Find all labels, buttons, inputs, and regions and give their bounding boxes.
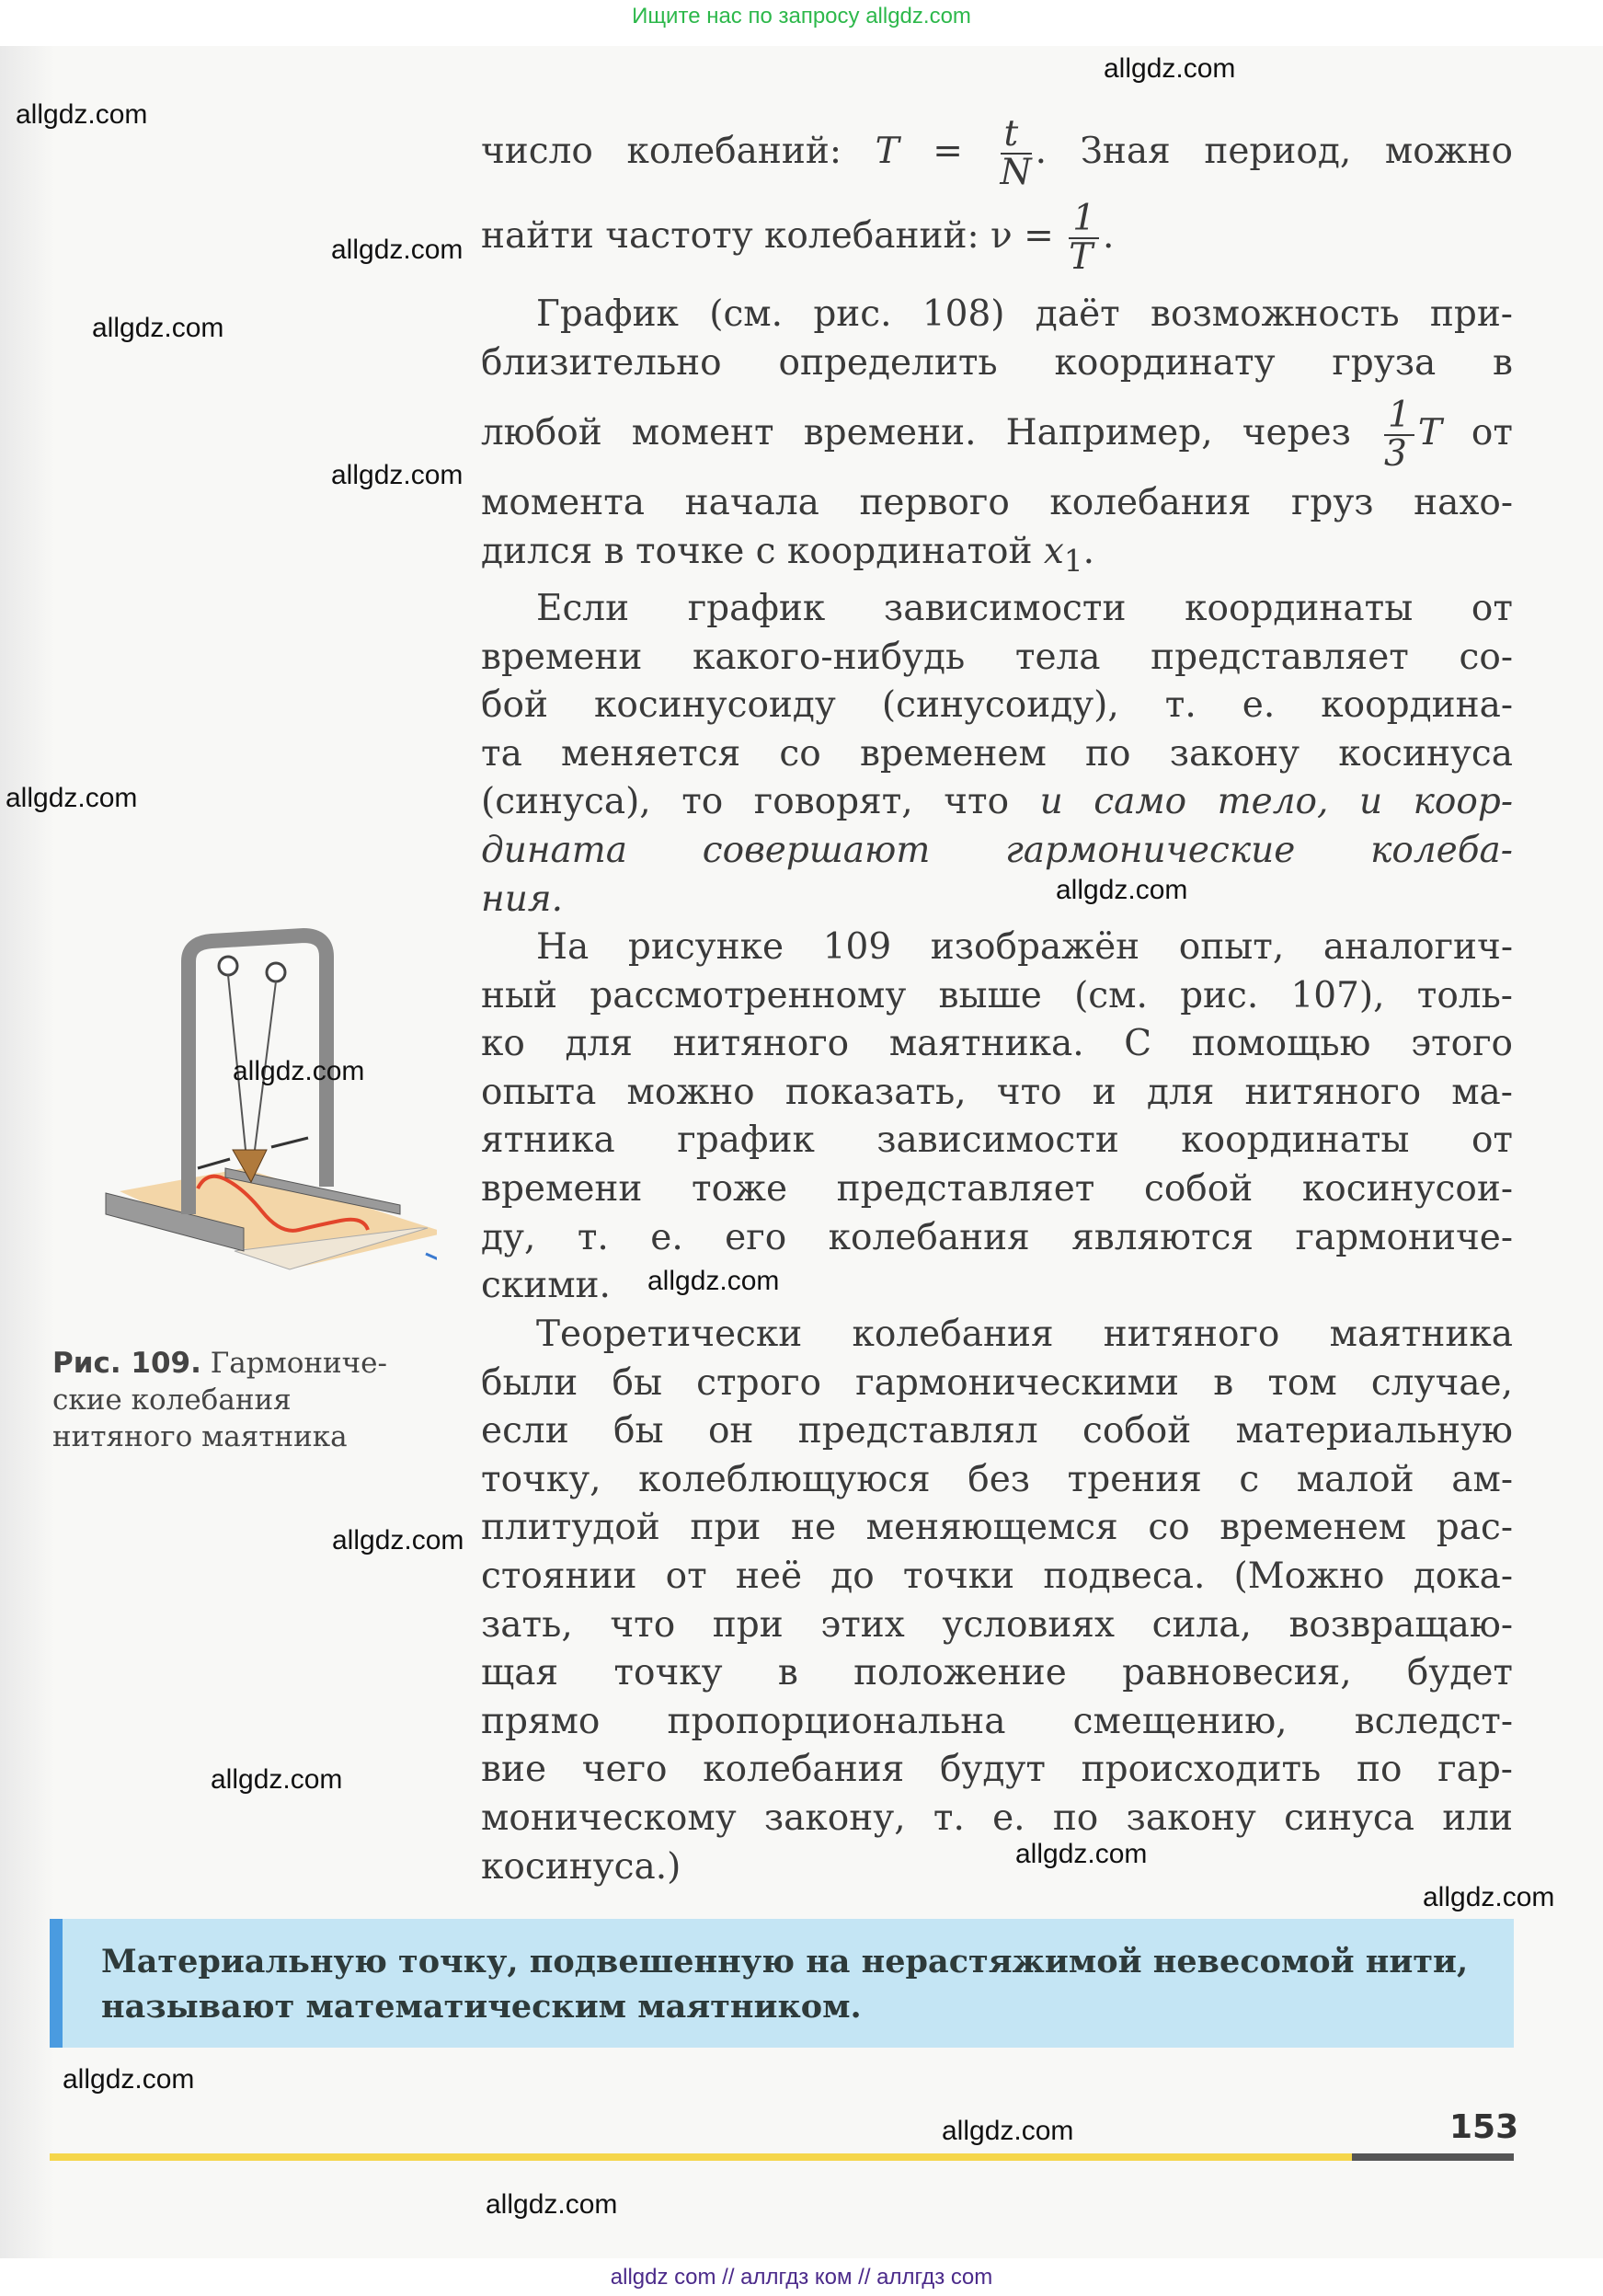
text-line: зать, что при этих условиях сила, возвращаю- xyxy=(481,1603,1513,1646)
formula-lhs: T = xyxy=(875,131,997,172)
formula-line-1 xyxy=(481,115,1513,291)
text-line: щая точку в положение равновесия, будет xyxy=(481,1652,1513,1694)
text-line: скими. xyxy=(481,1265,611,1307)
text-line: ко для нитяного маятника. С помощью этого xyxy=(481,1023,1513,1065)
definition-box xyxy=(50,1919,1514,2048)
text-line: косинуса.) xyxy=(481,1845,681,1888)
paragraph-4 xyxy=(481,924,1513,1311)
text-line: стоянии от неё до точки подвеса. (Можно дока- xyxy=(481,1555,1513,1597)
figure-caption: Рис. 109. Гармониче- ские колебания нитяного маятника xyxy=(52,1347,387,1453)
text-line: ный рассмотренному выше (см. рис. 107), толь- xyxy=(481,974,1513,1016)
fraction-t-over-n: $\frac{t}{N}$ xyxy=(1000,113,1032,193)
text-line: дината совершают гармонические колеба- xyxy=(481,829,1513,871)
paragraph-2 xyxy=(481,291,1513,579)
watermark: allgdz.com xyxy=(486,2189,618,2220)
fraction-1-3: $\frac{1}{3}$ xyxy=(1384,397,1414,473)
text-line: времени тоже представляет собой косинусои- xyxy=(481,1167,1513,1210)
definition-line: называют математическим маятником. xyxy=(101,1988,862,2026)
definition-line: Материальную точку, подвешенную на нерастяжимой невесомой нити, xyxy=(101,1943,1469,1980)
text-line: опыта можно показать, что и для нитяного ма- xyxy=(481,1071,1513,1113)
text-line: моническому закону, т. е. по закону синуса или xyxy=(481,1797,1513,1839)
text-line: если бы он представлял собой материальную xyxy=(481,1410,1513,1452)
watermark: allgdz.com xyxy=(1056,875,1188,905)
formula-lhs: ν = xyxy=(990,215,1066,257)
watermark: allgdz.com xyxy=(63,2064,195,2095)
pulley-right xyxy=(267,963,285,982)
text-line: любой момент времени. Например, через $\frac{1}{3}$ T от xyxy=(481,395,1513,476)
figure-label: Рис. 109. xyxy=(52,1347,201,1380)
arrow-right-icon xyxy=(271,1138,308,1147)
footer-links[interactable]: allgdz com // аллгдз ком // аллгдз com xyxy=(610,2265,993,2290)
text-line: ду, т. е. его колебания являются гармониче- xyxy=(481,1216,1513,1258)
text-line: (синуса), то говорят, что и само тело, и коор- xyxy=(481,781,1513,823)
text-line: ятника график зависимости координаты от xyxy=(481,1119,1513,1162)
text-line: та меняется со временем по закону косинуса xyxy=(481,732,1513,775)
watermark: allgdz.com xyxy=(6,783,138,813)
watermark: allgdz.com xyxy=(16,99,148,130)
text-line: График (см. рис. 108) даёт возможность при- xyxy=(536,293,1513,335)
text: . xyxy=(1103,215,1115,257)
text-line: плитудой при не меняющемся со временем рас- xyxy=(481,1507,1513,1549)
arrow-motion-icon xyxy=(426,1254,437,1267)
watermark: allgdz.com xyxy=(331,235,464,265)
watermark: allgdz.com xyxy=(1015,1839,1148,1869)
watermark: allgdz.com xyxy=(331,460,464,490)
footer-rule-dark xyxy=(1352,2153,1514,2161)
text-line: На рисунке 109 изображён опыт, аналогич- xyxy=(536,926,1513,968)
watermark: allgdz.com xyxy=(92,313,224,343)
paragraph-5 xyxy=(481,1311,1513,1891)
paragraph-3 xyxy=(481,585,1513,924)
watermark: allgdz.com xyxy=(942,2116,1074,2146)
fraction-1-over-t: $\frac{1}{T}$ xyxy=(1069,201,1099,276)
watermark: allgdz.com xyxy=(1104,53,1236,84)
watermark: allgdz.com xyxy=(211,1764,343,1795)
text-line: времени какого-нибудь тела представляет со- xyxy=(481,636,1513,678)
watermark: allgdz.com xyxy=(647,1266,780,1296)
page-number: 153 xyxy=(1449,2108,1519,2146)
top-banner[interactable]: Ищите нас по запросу allgdz.com xyxy=(632,4,971,29)
text-line: ния. xyxy=(481,878,564,920)
text-line: вие чего колебания будут происходить по гар- xyxy=(481,1749,1513,1791)
footer-rule xyxy=(50,2153,1352,2161)
text-line: дился в точке с координатой $x_1$. xyxy=(481,530,1095,579)
text: . Зная период, можно xyxy=(1035,131,1514,172)
page-gutter xyxy=(0,46,55,2258)
text-line: прямо пропорциональна смещению, вследст- xyxy=(481,1700,1513,1742)
text-line: Если график зависимости координаты от xyxy=(536,588,1513,629)
text-line: близительно определить координату груза в xyxy=(481,341,1513,384)
text-line: момента начала первого колебания груз нахо- xyxy=(481,482,1513,524)
text: число колебаний: xyxy=(481,131,876,172)
text-line: Теоретически колебания нитяного маятника xyxy=(536,1314,1513,1355)
text-line: были бы строго гармоническими в том случае, xyxy=(481,1361,1513,1404)
watermark: allgdz.com xyxy=(233,1056,365,1086)
text-line: точку, колеблющуюся без трения с малой ам- xyxy=(481,1458,1513,1500)
text-line: бой косинусоиду (синусоиду), т. е. координа- xyxy=(481,684,1513,727)
arrow-left-icon xyxy=(198,1159,230,1168)
pendulum-figure xyxy=(51,924,437,1320)
watermark: allgdz.com xyxy=(1423,1882,1555,1912)
watermark: allgdz.com xyxy=(332,1525,464,1556)
pulley-left xyxy=(219,957,237,975)
text: найти частоту колебаний: xyxy=(481,215,991,257)
